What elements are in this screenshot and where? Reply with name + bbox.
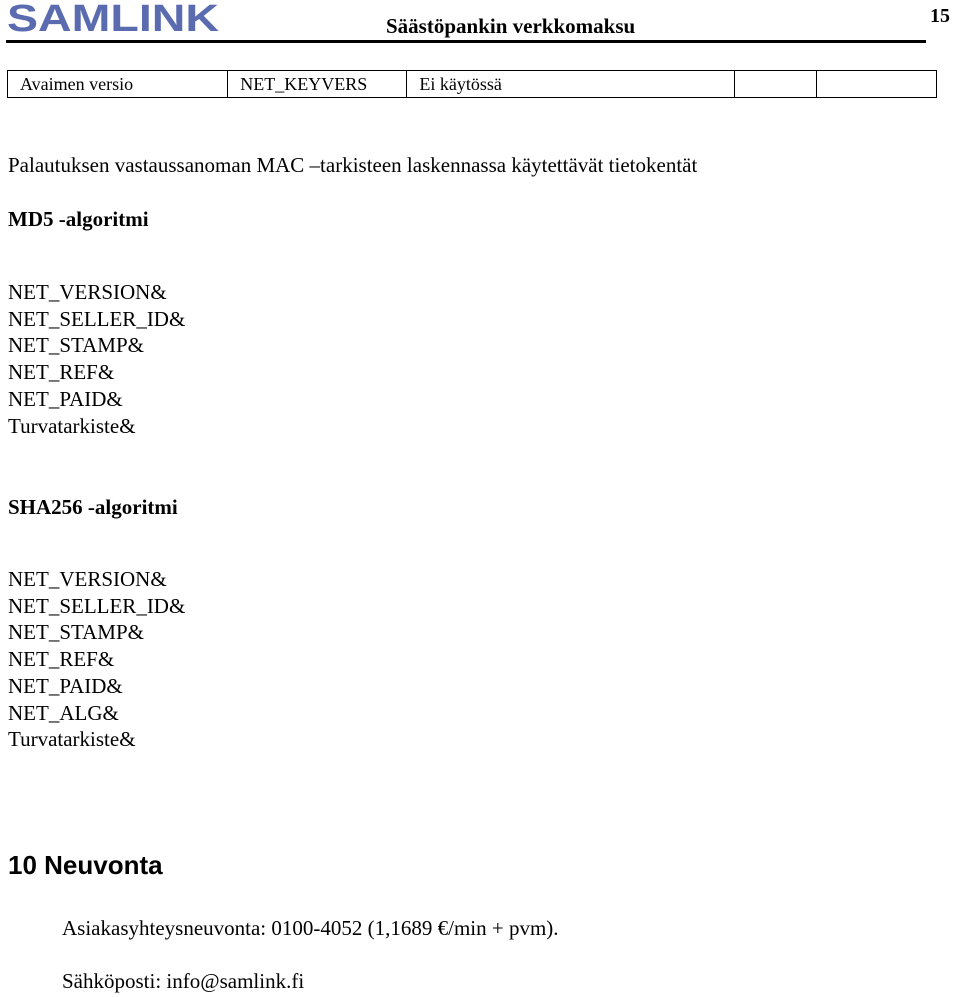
list-item: NET_SELLER_ID& (8, 306, 186, 331)
md5-heading: MD5 -algoritmi (8, 207, 149, 231)
page-number: 15 (930, 5, 950, 27)
table-cell-usage: Ei käytössä (407, 71, 734, 98)
list-item: NET_REF& (8, 647, 115, 672)
intro-paragraph: Palautuksen vastaussanoman MAC –tarkisteen laskennassa käytettävät tietokentät (8, 153, 698, 177)
sha256-heading: SHA256 -algoritmi (8, 495, 178, 519)
list-item: NET_PAID& (8, 673, 123, 698)
list-item: Turvatarkiste& (8, 727, 136, 752)
md5-field-list (8, 279, 185, 439)
table-cell-name: Avaimen versio (8, 71, 228, 98)
list-item: NET_STAMP& (8, 333, 144, 358)
contact-phone: Asiakasyhteysneuvonta: 0100-4052 (1,1689 €/min + pvm). (62, 916, 559, 940)
contact-email: Sähköposti: info@samlink.fi (62, 969, 305, 993)
table-cell-field: NET_KEYVERS (228, 71, 407, 98)
list-item: NET_ALG& (8, 700, 119, 725)
table-row (8, 71, 937, 98)
list-item: NET_PAID& (8, 386, 123, 411)
list-item: NET_VERSION& (8, 280, 167, 304)
document-title: Säästöpankin verkkomaksu (386, 14, 636, 38)
list-item: NET_SELLER_ID& (8, 593, 186, 618)
sha256-field-list (8, 566, 185, 753)
table-cell-empty (734, 71, 816, 98)
list-item: Turvatarkiste& (8, 413, 136, 438)
parameter-table (7, 70, 937, 98)
list-item: NET_VERSION& (8, 567, 167, 591)
list-item: NET_REF& (8, 360, 115, 385)
header-divider (6, 40, 926, 43)
list-item: NET_STAMP& (8, 620, 144, 645)
samlink-logo (6, 0, 222, 36)
table-cell-empty (816, 71, 936, 98)
logo-text: SAMLINK (7, 0, 220, 36)
section-heading: 10 Neuvonta (8, 850, 163, 880)
